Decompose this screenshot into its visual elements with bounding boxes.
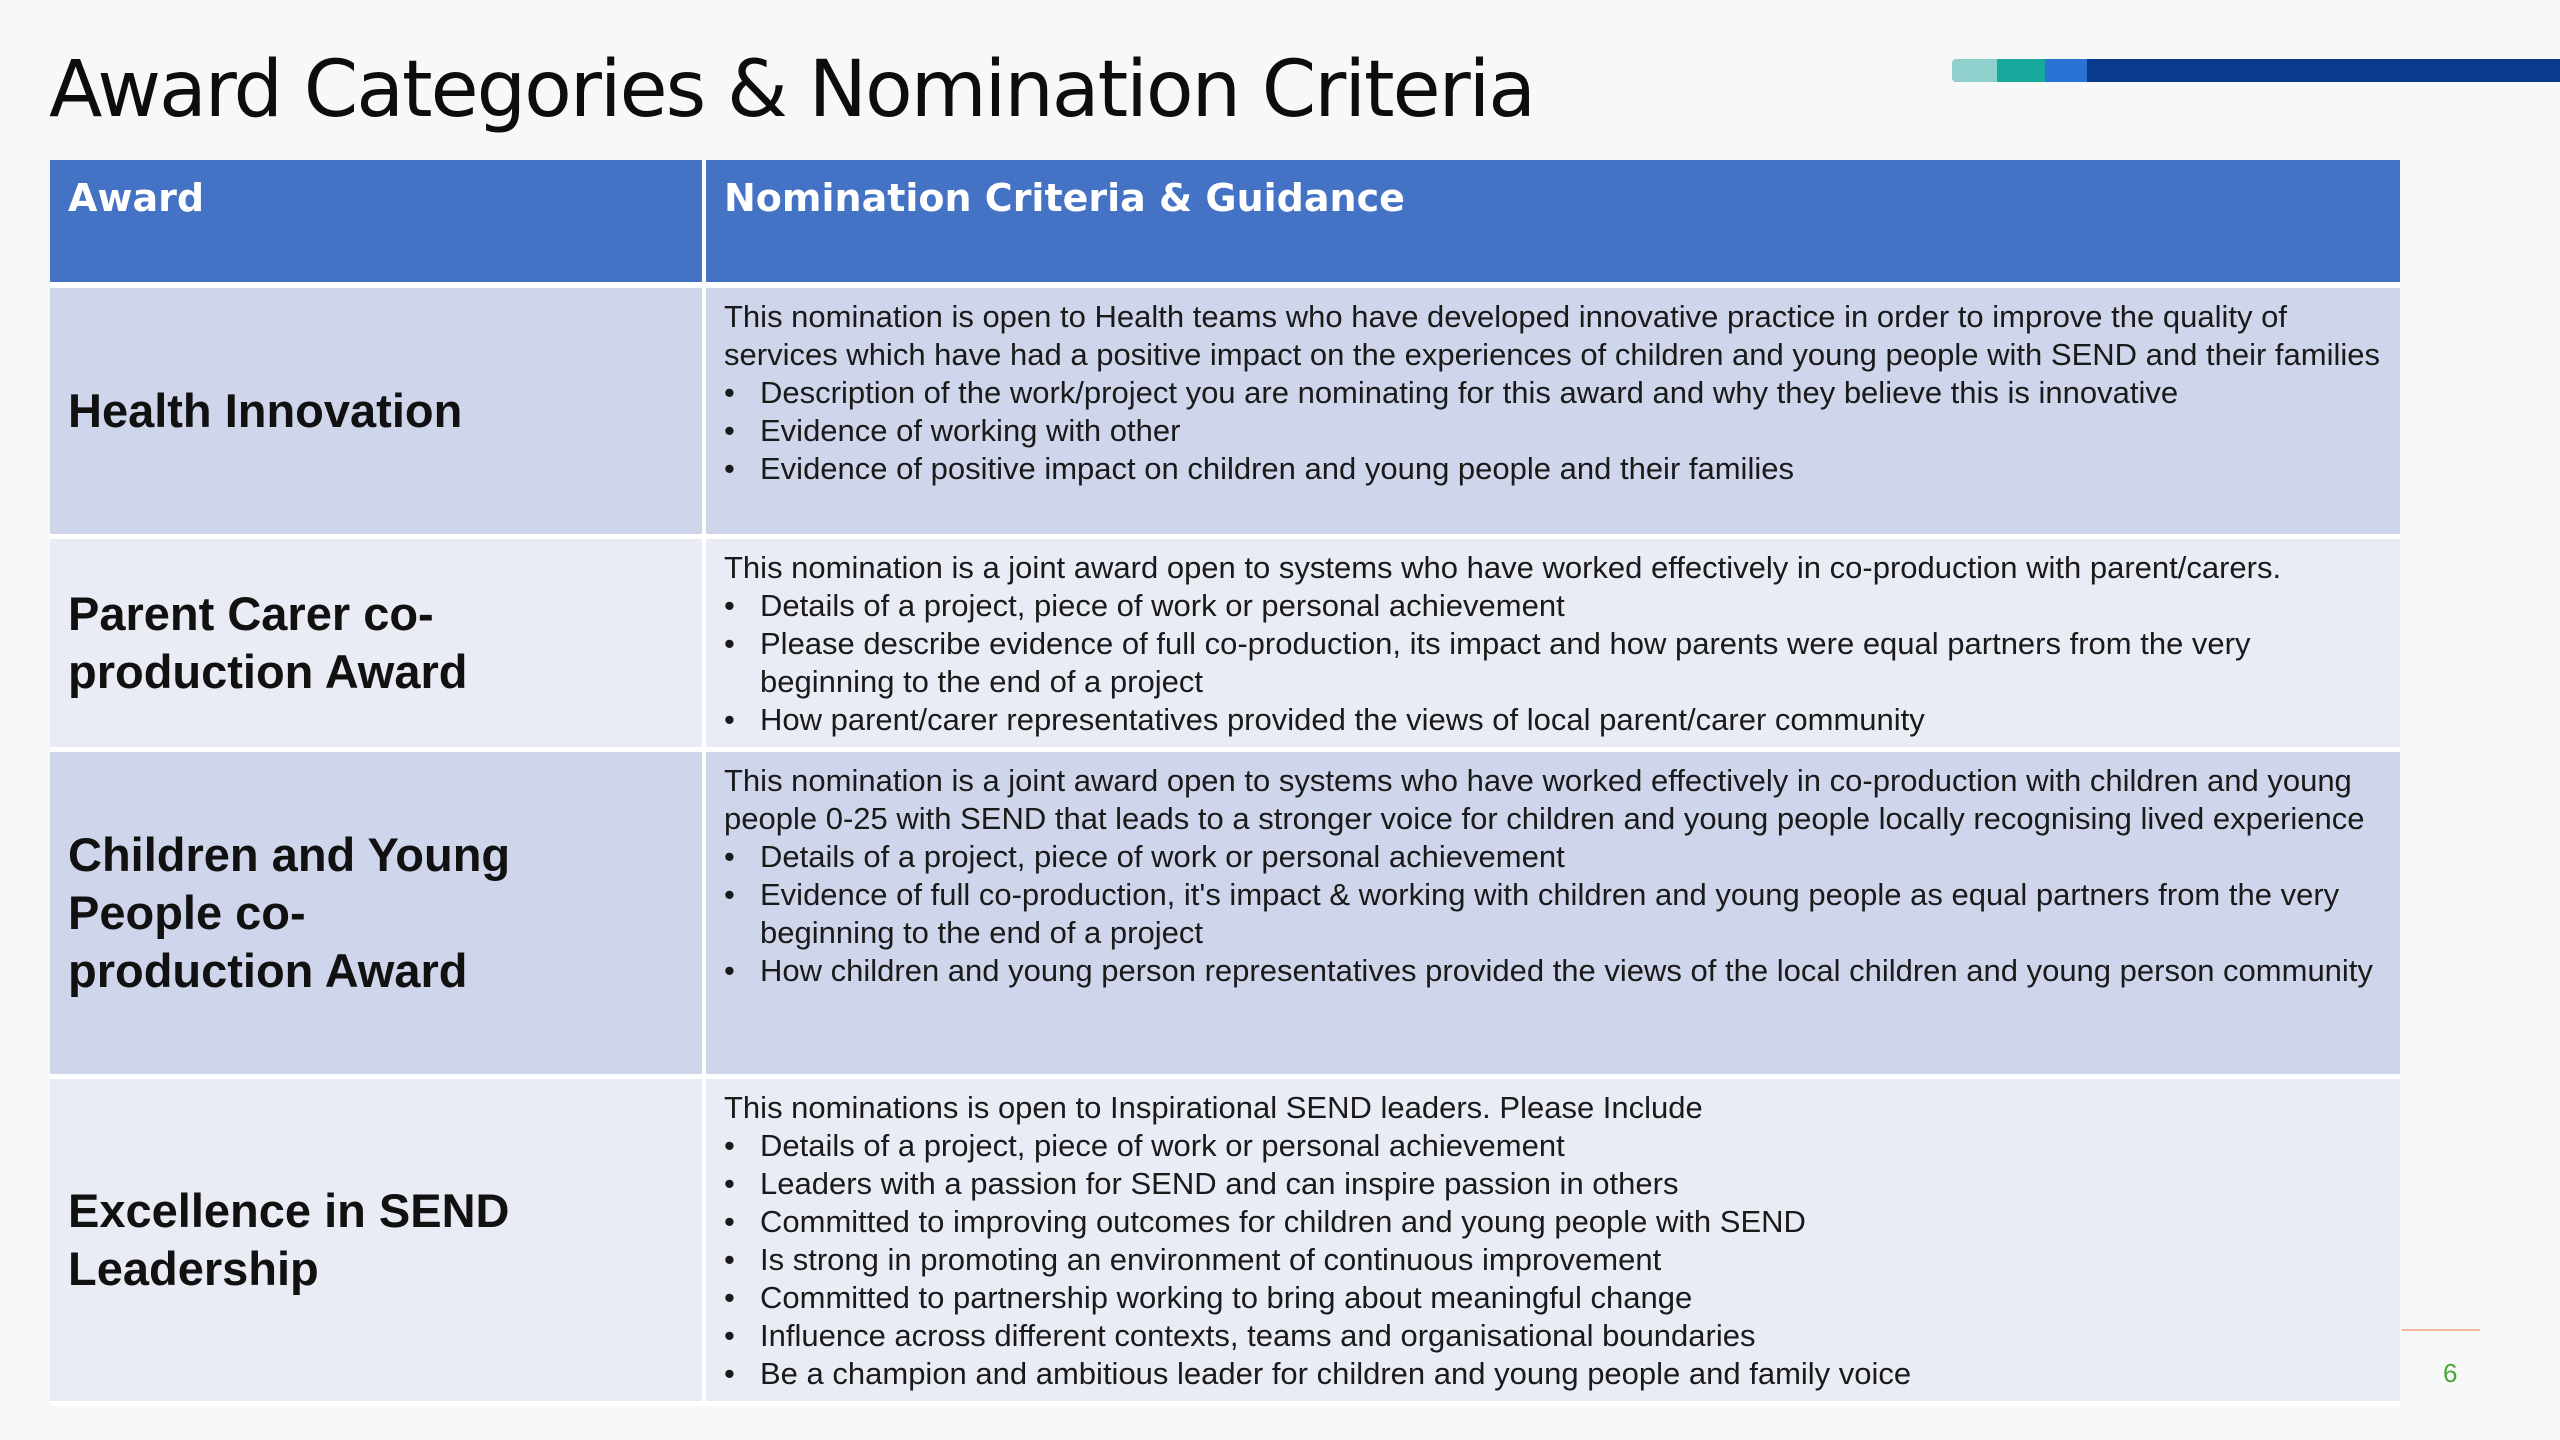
accent-segment-blue [2045, 59, 2087, 82]
header-criteria: Nomination Criteria & Guidance [704, 160, 2400, 285]
table-row-parent-carer [50, 536, 2400, 749]
criteria-bullet: • Evidence of working with other [724, 412, 2382, 450]
footer-divider [2402, 1329, 2480, 1331]
award-name [50, 285, 704, 536]
accent-segment-navy [2087, 59, 2560, 82]
table-row-send-leadership [50, 1076, 2400, 1403]
award-name-line: Leadership [68, 1241, 319, 1295]
page-number: 6 [2443, 1358, 2458, 1388]
criteria-bullet: • Details of a project, piece of work or personal achievement [724, 838, 2382, 876]
criteria-bullets [724, 374, 2382, 488]
criteria-bullet: • How parent/carer representatives provided the views of local parent/carer community [724, 701, 2382, 739]
criteria-bullet: • Is strong in promoting an environment of continuous improvement [724, 1241, 2382, 1279]
criteria-intro: This nomination is a joint award open to systems who have worked effectively in co-production with parent/carers. [724, 549, 2282, 585]
criteria-intro: This nomination is a joint award open to systems who have worked effectively in co-production with children and young people 0-25 with SEND that leads to a stronger voice for children and young people locally recognising lived experience [724, 762, 2365, 836]
award-name-line: Parent Carer co- [68, 586, 434, 640]
table-row-health-innovation [50, 285, 2400, 536]
criteria-bullets [724, 1127, 2382, 1393]
award-name [50, 536, 704, 749]
award-name-line: production Award [68, 943, 468, 997]
criteria-cell [704, 285, 2400, 536]
award-name-line: People co- [68, 885, 306, 939]
award-name-line: Excellence in SEND [68, 1183, 510, 1237]
criteria-bullet: • Description of the work/project you are nominating for this award and why they believe this is innovative [724, 374, 2382, 412]
criteria-intro: This nomination is open to Health teams who have developed innovative practice in order to improve the quality of services which have had a positive impact on the experiences of children and young people with SEND and their families [724, 299, 2380, 372]
table-header-row [50, 160, 2400, 285]
criteria-bullet: • Committed to improving outcomes for children and young people with SEND [724, 1203, 2382, 1241]
criteria-bullets [724, 587, 2382, 739]
criteria-bullet: • Please describe evidence of full co-production, its impact and how parents were equal partners from the very beginning to the end of a project [724, 625, 2382, 701]
criteria-bullet: • Leaders with a passion for SEND and can inspire passion in others [724, 1165, 2382, 1203]
criteria-bullet: • Be a champion and ambitious leader for children and young people and family voice [724, 1355, 2382, 1393]
criteria-cell [704, 749, 2400, 1076]
criteria-cell [704, 1076, 2400, 1403]
criteria-bullet: • Committed to partnership working to bring about meaningful change [724, 1279, 2382, 1317]
award-name-line: Children and Young [68, 827, 511, 881]
criteria-bullet: • Details of a project, piece of work or personal achievement [724, 1127, 2382, 1165]
criteria-bullet: • Evidence of positive impact on children and young people and their families [724, 450, 2382, 488]
award-name-line: production Award [68, 644, 468, 698]
table-row-children-young-people [50, 749, 2400, 1076]
accent-segment-light-teal [1952, 59, 1997, 82]
criteria-bullet: • How children and young person representatives provided the views of the local children and young person community [724, 952, 2382, 990]
award-name-line: Health Innovation [68, 383, 463, 437]
criteria-intro: This nominations is open to Inspirational SEND leaders. Please Include [724, 1089, 1703, 1125]
award-name [50, 749, 704, 1076]
criteria-bullet: • Influence across different contexts, teams and organisational boundaries [724, 1317, 2382, 1355]
accent-bar [1952, 59, 2560, 82]
header-award: Award [50, 160, 704, 285]
accent-segment-teal [1997, 59, 2045, 82]
award-name [50, 1076, 704, 1403]
criteria-bullets [724, 838, 2382, 990]
criteria-bullet: • Evidence of full co-production, it's impact & working with children and young people as equal partners from the very beginning to the end of a project [724, 876, 2382, 952]
award-criteria-table [50, 160, 2400, 1406]
criteria-cell [704, 536, 2400, 749]
criteria-bullet: • Details of a project, piece of work or personal achievement [724, 587, 2382, 625]
page-title: Award Categories & Nomination Criteria [49, 45, 1535, 135]
